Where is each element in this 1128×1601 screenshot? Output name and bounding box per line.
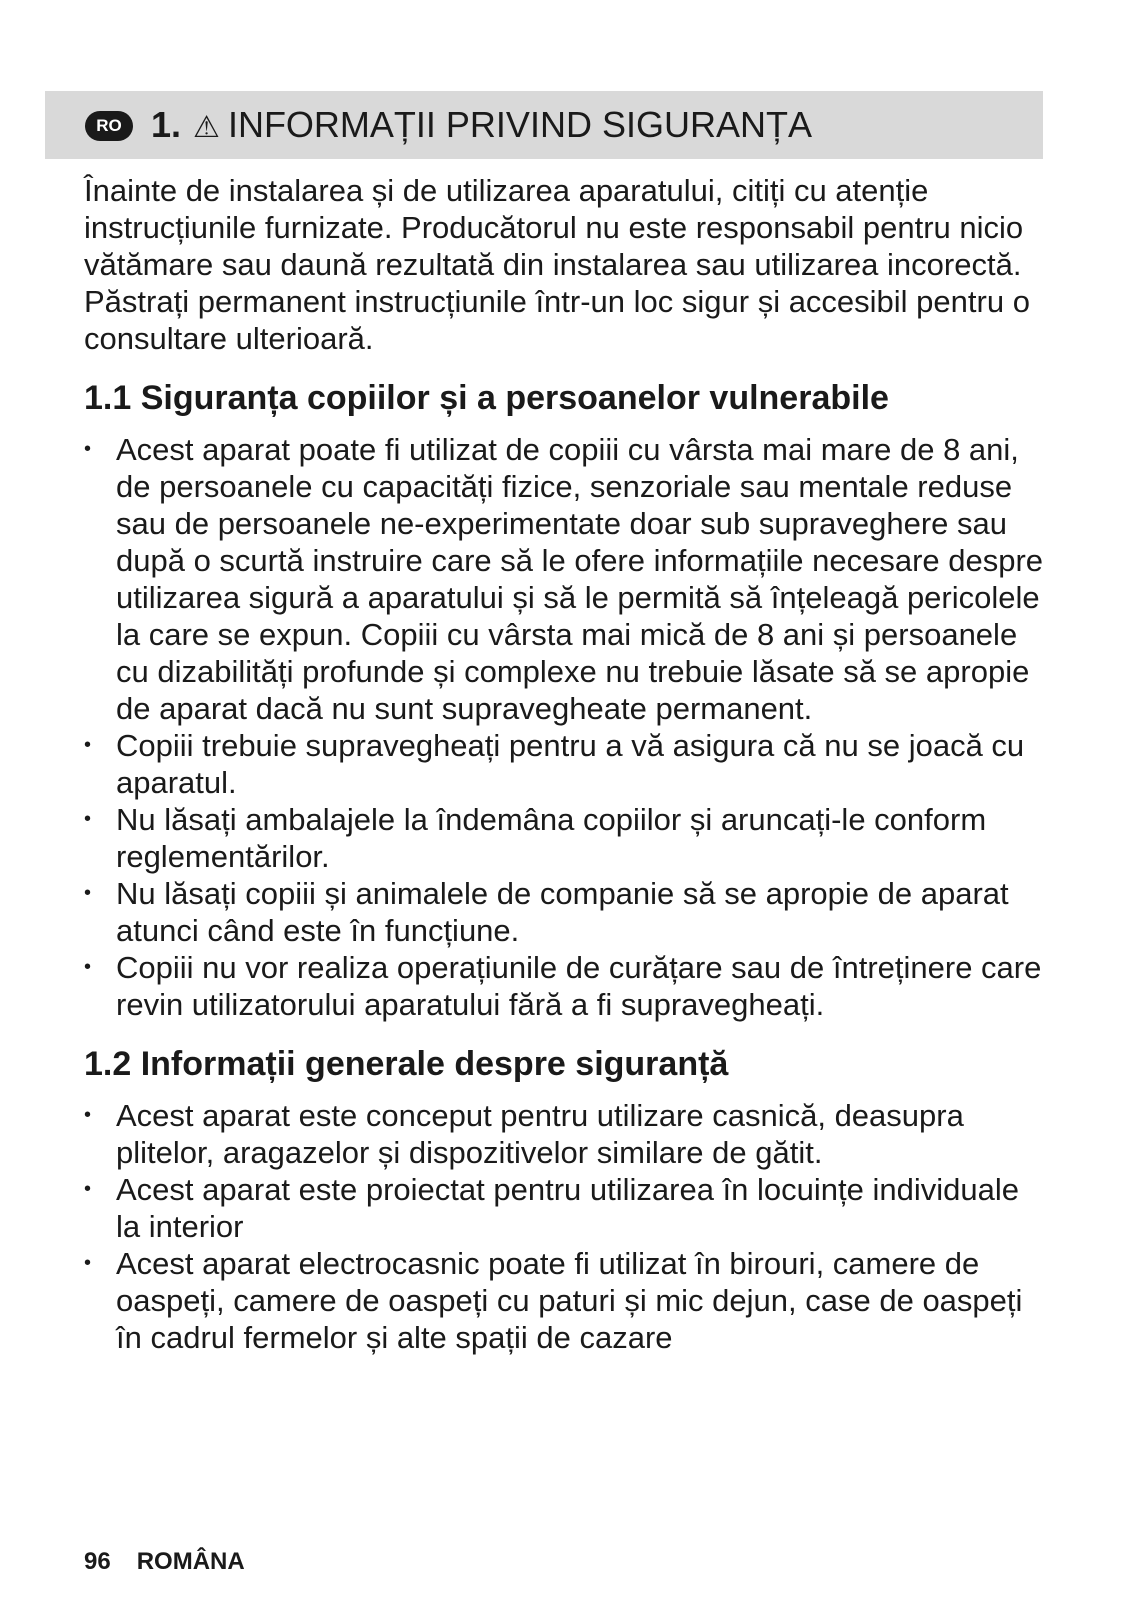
language-badge: RO <box>85 111 133 141</box>
bullet-list-1-2 <box>84 1097 1044 1356</box>
intro-paragraph: Înainte de instalarea și de utilizarea aparatului, citiți cu atenție instrucțiunile furnizate. Producătorul nu este responsabil pentru nicio vătămare sau daună rezultată din instalarea sau utilizarea incorectă. Păstrați permanent instrucțiunile într-un loc sigur și accesibil pentru o consultare ulterioară. <box>84 173 1030 356</box>
footer-language: ROMÂNA <box>136 1548 245 1575</box>
list-item: • Nu lăsați copiii și animalele de companie să se apropie de aparat atunci când este în funcțiune. <box>84 875 1044 949</box>
list-item: • Acest aparat electrocasnic poate fi utilizat în birouri, camere de oaspeți, camere de oaspeți cu paturi și mic dejun, case de oaspeți în cadrul fermelor și alte spații de cazare <box>84 1245 1044 1356</box>
list-item: • Acest aparat este conceput pentru utilizare casnică, deasupra plitelor, aragazelor și dispozitivelor similare de gătit. <box>84 1097 1044 1171</box>
page-number: 96 <box>84 1548 111 1575</box>
subsection-heading-1-1: 1.1 Siguranța copiilor și a persoanelor vulnerabile <box>84 379 889 417</box>
section-title <box>151 101 812 149</box>
list-item: • Copiii nu vor realiza operațiunile de curățare sau de întreținere care revin utilizatorului aparatului fără a fi supravegheați. <box>84 949 1044 1023</box>
list-item: • Nu lăsați ambalajele la îndemâna copiilor și aruncați-le conform reglementărilor. <box>84 801 1044 875</box>
section-title-text: INFORMAȚII PRIVIND SIGURANȚA <box>227 104 812 145</box>
warning-icon: ⚠ <box>193 111 220 144</box>
list-item: • Copiii trebuie supravegheați pentru a vă asigura că nu se joacă cu aparatul. <box>84 727 1044 801</box>
section-header-bar <box>45 91 1043 159</box>
bullet-list-1-1 <box>84 431 1044 1023</box>
section-number: 1. <box>151 104 182 145</box>
list-item: • Acest aparat poate fi utilizat de copiii cu vârsta mai mare de 8 ani, de persoanele cu capacități fizice, senzoriale sau mentale reduse sau de persoanele ne-experimentate doar sub supraveghere sau după o scurtă instruire care să le ofere informațiile necesare despre utilizarea sigură a aparatului și să le permită să înțeleagă pericolele la care se expun. Copiii cu vârsta mai mică de 8 ani și persoanele cu dizabilități profunde și complexe nu trebuie lăsate să se apropie de aparat dacă nu sunt supravegheate permanent. <box>84 431 1044 727</box>
page-footer <box>84 1548 245 1576</box>
subsection-heading-1-2: 1.2 Informații generale despre siguranță <box>84 1045 729 1083</box>
page-content <box>84 172 1044 1356</box>
list-item: • Acest aparat este proiectat pentru utilizarea în locuințe individuale la interior <box>84 1171 1044 1245</box>
